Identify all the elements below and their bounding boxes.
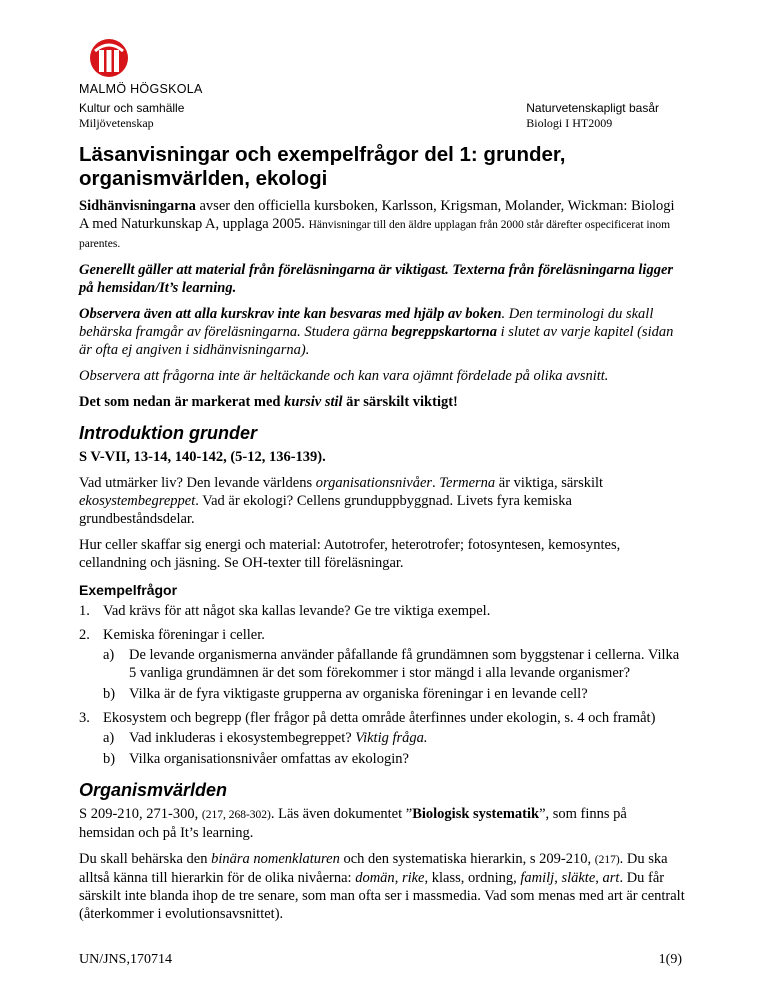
sub-question [103,750,685,768]
sub-question-letter: b) [103,686,116,702]
intro-p5-italic: kursiv stil [284,394,343,410]
intro-p5-b: är särskilt viktigt! [342,394,458,410]
sub-question-text: Vad inkluderas i ekosystembegreppet? [129,730,356,746]
intro-paragraph-5 [79,393,685,411]
intro-note-text-a: . Den terminologi du skall behärska framgår av föreläsningarna. Studera gärna [79,306,654,340]
section1-paragraph-2: Hur celler skaffar sig energi och material: Autotrofer, heterotrofer; fotosyntesen, kemosyntes, cellandning och jäsning. Se OH-texter till föreläsningar. [79,537,621,571]
sub-question-text: De levande organismerna använder påfallande få grundämnen som byggstenar i cellerna. Vilka 5 vanliga grundämnen är det som förekommer i stor mängd i alla levande organismer? [129,647,680,681]
department-label: Miljövetenskap [79,116,154,130]
section-heading-introduction: Introduktion grunder [79,423,257,443]
section-heading-organismvarlden: Organismvärlden [79,780,228,800]
s2p2-sep3: , [595,870,603,886]
faculty-label: Kultur och samhälle [79,101,185,115]
s2p2-i3: rike [401,870,425,886]
s1p1-i1: organisationsnivåer [315,475,433,491]
org-name: MALMÖ HÖGSKOLA [79,82,203,96]
s2p2-a: Du skall behärska den [79,851,212,867]
s1p1-c: är viktiga, särskilt [495,475,604,491]
question-text: Ekosystem och begrepp (fler frågor på detta område återfinnes under ekologin, s. 4 och framåt) [103,710,656,726]
intro-note-text-b: i slutet av varje kapitel (sidan är ofta ej angiven i sidhänvisningarna). [79,324,674,358]
document-body [79,143,685,931]
s1p1-d: . Vad är ekologi? Cellens grunduppbyggnad. Livets fyra kemiska grundbeståndsdelar. [79,493,572,527]
sub-question-text: Vilka organisationsnivåer omfattas av ekologin? [129,751,409,767]
course-label: Biologi I HT2009 [526,116,613,130]
header-left [79,101,184,131]
sub-question [103,729,685,747]
footer-document-id: UN/JNS,170714 [79,952,172,967]
s2p2-sep1: , [394,870,402,886]
sub-question [103,685,685,703]
question-number: 2. [79,627,90,643]
intro-paragraph-2 [79,261,685,297]
s1p1-i3: ekosystembegreppet [79,493,196,509]
s2p2-i2: domän [355,870,395,886]
s2p1-bold: Biologisk systematik [412,806,540,822]
sub-question [103,646,685,682]
sub-question-letter: b) [103,751,116,767]
program-label: Naturvetenskapligt basår [526,101,659,115]
s2p2-i1: binära nomenklaturen [211,851,340,867]
header-right [526,101,659,131]
sub-question-letter: a) [103,647,115,663]
sub-question-text: Vilka är de fyra viktigaste grupperna av organiska föreningar i en levande cell? [129,686,588,702]
intro-small-note: Hänvisningar till den äldre upplagan från 2000 står därefter ospecificerat inom parentes. [79,219,671,250]
question-item [79,626,685,703]
sub-question-letter: a) [103,730,115,746]
s1p1-b: . [432,475,440,491]
s2p2-i5: släkte [561,870,596,886]
malmo-hogskola-logo-icon [89,38,129,78]
question-item [79,709,685,768]
question-text: Vad krävs för att något ska kallas levande? Ge tre viktiga exempel. [103,603,491,619]
intro-note-bold-2: begreppskartorna [391,324,497,340]
intro-emphasis: Generellt gäller att material från föreläsningarna är viktigast. Texterna från föreläsningarna ligger på hemsidan/It’s learning. [79,262,674,296]
s2p1-a: S 209-210, 271-300, [79,806,202,822]
s1p1-i2: Termerna [439,475,496,491]
questions-heading: Exempelfrågor [79,582,178,598]
s1p1-a: Vad utmärker liv? Den levande världens [79,475,316,491]
intro-paragraph-3 [79,305,685,359]
s2p1-c: ”, som finns på hemsidan och på It’s learning. [79,806,627,841]
question-item [79,602,685,620]
s2p2-c: . Du ska alltså känna till hierarkin för de olika nivåerna: [79,851,668,886]
s2p2-e: . Du får särskilt inte blanda ihop de tre senare, som man ofta ser i massmedia. Vad som menas med art är centralt (återkommer i evolutionsavsnittet). [79,870,685,922]
s2p1-small: (217, 268-302) [201,809,271,821]
s2p2-sep2: , [554,870,562,886]
section2-paragraph-1 [79,805,685,842]
sub-question-emphasis: Viktig fråga. [355,730,428,746]
s2p2-i4: familj [520,870,555,886]
intro-p5-a: Det som nedan är markerat med [79,394,285,410]
question-number: 1. [79,603,90,619]
s2p2-i6: art [602,870,620,886]
intro-bold-term: Sidhänvisningarna [79,198,196,214]
question-text: Kemiska föreningar i celler. [103,627,265,643]
intro-note-bold: Observera även att alla kurskrav inte kan besvaras med hjälp av boken [79,306,502,322]
intro-paragraph-1 [79,197,685,253]
s2p2-b: och den systematiska hierarkin, s 209-210, [339,851,595,867]
section1-paragraph-1 [79,474,685,528]
s2p1-b: . Läs även dokumentet ” [270,806,413,822]
document-title: Läsanvisningar och exempelfrågor del 1: grunder, organismvärlden, ekologi [79,143,566,190]
question-number: 3. [79,710,90,726]
section2-paragraph-2 [79,850,685,923]
section1-pages: S V-VII, 13-14, 140-142, (5-12, 136-139). [79,449,326,465]
section1-page-refs [79,448,685,466]
intro-note-4: Observera att frågorna inte är heltäckande och kan vara ojämnt fördelade på olika avsnitt. [79,368,609,384]
intro-paragraph-4 [79,367,685,385]
question-list [79,602,685,768]
s2p2-small: (217) [594,854,620,866]
footer-page-number: 1(9) [658,952,682,967]
s2p2-d: , klass, ordning, [424,870,521,886]
intro-text: avser den officiella kursboken, Karlsson, Krigsman, Molander, Wickman: Biologi A med Naturkunskap A, upplaga 2005. [79,198,675,232]
